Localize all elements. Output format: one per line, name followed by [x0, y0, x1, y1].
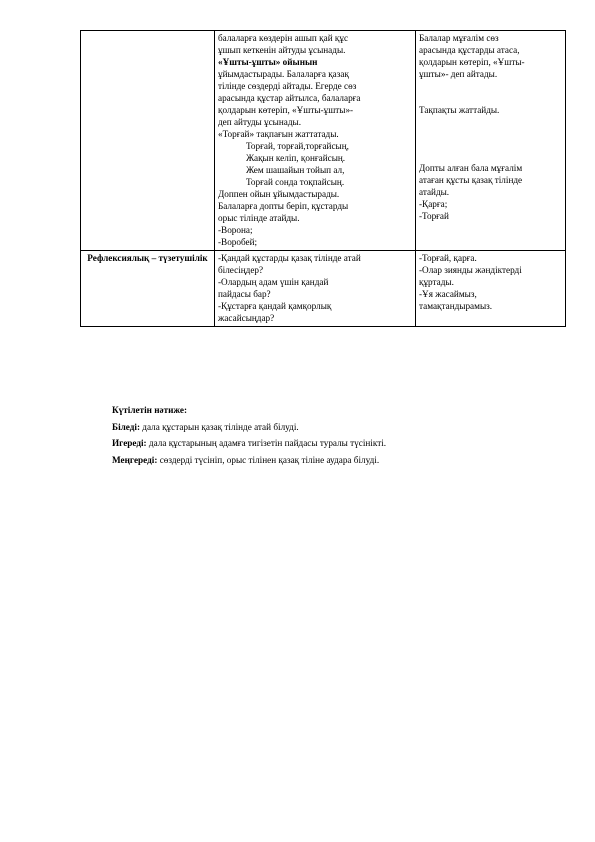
children-activity-cell [416, 31, 566, 251]
text-line: ұшып кеткенін айтуды ұсынады. [218, 45, 346, 55]
text-line: атайды. [419, 187, 450, 197]
text-line: «Торғай» тақпағын жаттатады. [218, 129, 339, 139]
table-row [81, 31, 566, 251]
text-line: деп айтуды ұсынады. [218, 117, 301, 127]
text-line: Балалар мұғалім сөз [419, 33, 499, 43]
poem-line: Жақын келіп, қонғайсың. [246, 153, 346, 163]
text-line: білесіңдер? [218, 265, 264, 275]
text-line: -Ұя жасаймыз, [419, 289, 477, 299]
text-line: пайдасы бар? [218, 289, 271, 299]
text-line: Тақпақты жаттайды. [419, 105, 500, 115]
stage-cell [81, 31, 215, 251]
text-line: жасайсыңдар? [218, 313, 275, 323]
text-line: қолдарын көтеріп, «Ұшты-ұшты»- [218, 105, 354, 115]
text-line: орыс тілінде атайды. [218, 213, 300, 223]
text-line: -Құстарға қандай қамқорлық [218, 301, 332, 311]
text-line: қолдарын көтеріп, «Ұшты- [419, 57, 525, 67]
children-activity-cell [416, 251, 566, 327]
text-line: ұшты»- деп айтады. [419, 69, 498, 79]
stage-cell: Рефлексиялық – түзетушілік [81, 251, 215, 327]
table-row [81, 251, 566, 327]
outcome-text: дала құстарын қазақ тілінде атай білуді. [140, 421, 299, 432]
text-line: -Қарға; [419, 199, 448, 209]
outcome-text: дала құстарының адамға тигізетін пайдасы туралы түсінікті. [146, 438, 387, 448]
text-line: -Олар зиянды жәндіктерді [419, 265, 522, 275]
text-line: балаларға көздерін ашып қай құс [218, 33, 349, 43]
text-line: -Қандай құстарды қазақ тілінде атай [218, 253, 361, 263]
outcome-text: сөздерді түсініп, орыс тілінен қазақ тіліне аудара білуді. [157, 454, 380, 465]
text-line: -Воробей; [218, 237, 258, 247]
text-line: -Ворона; [218, 225, 253, 235]
poem-line: Торғай, торғай,торғайсың, [246, 141, 349, 151]
outcome-label: Игереді: [112, 438, 147, 448]
text-line: тілінде сөздерді айтады. Егерде сөз [218, 81, 357, 91]
text-line: Балаларға допты беріп, құстарды [218, 201, 349, 211]
outcome-item [112, 452, 552, 469]
text-line: «Ұшты-ұшты» ойынын [218, 57, 318, 67]
text-line: атаған құсты қазақ тілінде [419, 175, 523, 185]
lesson-plan-table [80, 30, 566, 327]
text-line: -Торғай, қарға. [419, 253, 477, 263]
outcome-label: Біледі: [112, 421, 140, 432]
text-line: арасында құстарды атаса, [419, 45, 520, 55]
outcomes-heading: Күтілетін нәтиже: [112, 405, 188, 415]
teacher-activity-cell [215, 251, 416, 327]
poem-line: Жем шашайын тойып ал, [246, 165, 345, 175]
poem-line: Торғай сонда тоқпайсың. [246, 177, 345, 187]
text-line: -Олардың адам үшін қандай [218, 277, 329, 287]
expected-outcomes [112, 402, 552, 468]
text-line: тамақтандырамыз. [419, 301, 493, 311]
text-line: арасында құстар айтылса, балаларға [218, 93, 361, 103]
outcome-label: Меңгереді: [112, 454, 158, 465]
text-line: ұйымдастырады. Балаларға қазақ [218, 69, 349, 79]
teacher-activity-cell [215, 31, 416, 251]
text-line: Доппен ойын ұйымдастырады. [218, 189, 340, 199]
text-line: Допты алған бала мұғалім [419, 163, 523, 173]
outcome-item [112, 435, 552, 452]
text-line: құртады. [419, 277, 454, 287]
outcome-item [112, 419, 552, 436]
text-line: -Торғай [419, 211, 449, 221]
